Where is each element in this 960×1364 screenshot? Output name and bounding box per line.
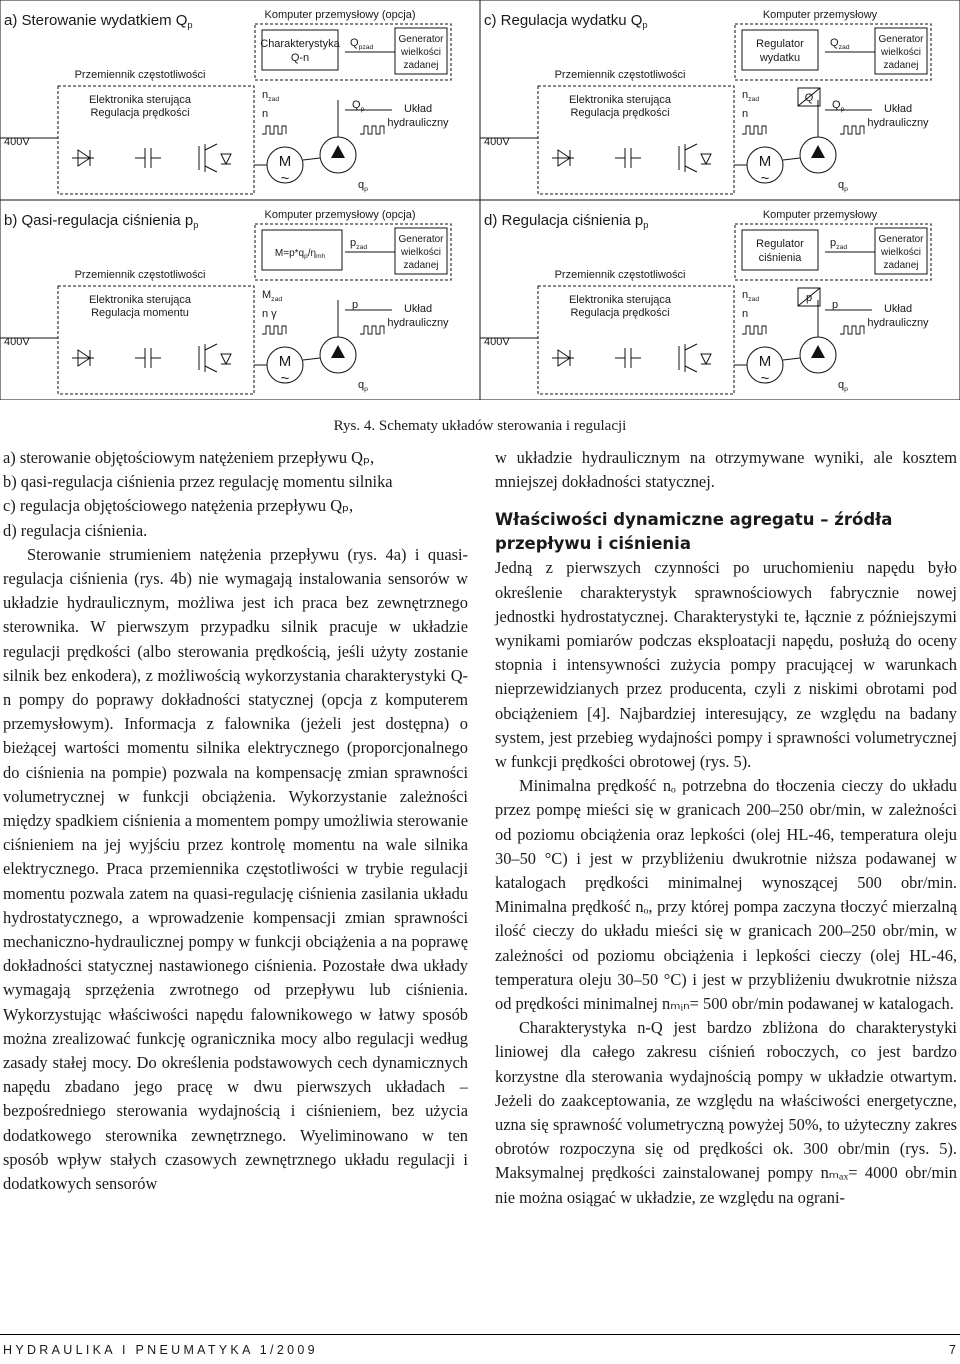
panel-b-title: b) Qasi-regulacja ciśnienia $p_p$ xyxy=(4,212,199,230)
controller-line2: wydatku xyxy=(759,52,801,64)
page-number: 7 xyxy=(949,1343,956,1357)
controller-line2: Q-n xyxy=(290,52,310,64)
pump-triangle xyxy=(811,145,825,158)
diode-symbol xyxy=(552,350,574,366)
generator-line3: zadanej xyxy=(883,260,919,271)
pump-triangle xyxy=(331,345,345,358)
shaft xyxy=(303,158,320,160)
panel-a-frame xyxy=(0,0,480,200)
figure-control-schemes xyxy=(0,0,960,400)
panel-a xyxy=(0,0,480,200)
controller-line2: ciśnienia xyxy=(758,252,802,264)
panel-c-hydraulic-line1: Układ xyxy=(883,103,913,115)
signal-flow-rate: $q_p$ xyxy=(838,179,848,193)
panel-b-electronics-line1: Elektronika sterująca xyxy=(88,294,192,306)
paragraph-continuation: w układzie hydraulicznym na otrzymywane wyniki, ale kosztem mniejszej dokładności statycznej. xyxy=(495,448,957,492)
capacitor-symbol xyxy=(135,148,161,168)
generator-line2: wielkości xyxy=(400,247,442,258)
panel-a-electronics-line1: Elektronika sterująca xyxy=(88,94,192,106)
generator-line1: Generator xyxy=(398,234,444,245)
igbt-emitter xyxy=(205,366,217,372)
panel-c xyxy=(480,0,960,200)
controller-line1: Regulator xyxy=(756,38,804,50)
panel-b-supply-label: 400V xyxy=(4,336,30,348)
right-column xyxy=(495,446,957,1210)
generator-line1: Generator xyxy=(398,34,444,45)
signal-output: $Q_p$ xyxy=(352,99,365,113)
panel-d xyxy=(480,200,960,400)
controller-line1: Charakterystyka xyxy=(260,38,340,50)
generator-line2: wielkości xyxy=(880,247,922,258)
panel-b-electronics-line2: Regulacja momentu xyxy=(91,307,189,319)
controller-box xyxy=(742,230,818,270)
panel-a-electronics-line2: Regulacja prędkości xyxy=(90,107,190,119)
motor-tilde: ~ xyxy=(280,370,290,387)
transistor-symbol xyxy=(199,144,231,172)
capacitor-symbol xyxy=(615,348,641,368)
encoder-pulse-symbol xyxy=(262,326,286,334)
diode-symbol xyxy=(72,350,94,366)
panel-c-inverter-label: Przemiennik częstotliwości xyxy=(554,69,686,81)
panel-c-computer-label: Komputer przemysłowy xyxy=(762,9,878,21)
setpoint-signal-label: $Q_{zad}$ xyxy=(830,37,850,51)
panel-b-hydraulic-line1: Układ xyxy=(403,303,433,315)
igbt-collector xyxy=(685,344,697,350)
generator-line1: Generator xyxy=(878,34,924,45)
diode-symbol xyxy=(72,150,94,166)
motor-tilde: ~ xyxy=(760,170,770,187)
panel-c-electronics-line2: Regulacja prędkości xyxy=(570,107,670,119)
controller-line1: Regulator xyxy=(756,238,804,250)
igbt-collector xyxy=(205,344,217,350)
generator-line1: Generator xyxy=(878,234,924,245)
encoder-pulse-symbol xyxy=(262,126,286,134)
capacitor-symbol xyxy=(135,348,161,368)
transistor-symbol xyxy=(199,344,231,372)
list-item-c: c) regulacja objętościowego natężenia przepływu Qₚ, xyxy=(3,496,354,516)
panel-b-inverter-label: Przemiennik częstotliwości xyxy=(74,269,206,281)
panel-d-title: d) Regulacja ciśnienia $p_p$ xyxy=(484,212,649,230)
panel-c-supply-label: 400V xyxy=(484,136,510,148)
transistor-symbol xyxy=(679,144,711,172)
panel-a-computer-label: Komputer przemysłowy (opcja) xyxy=(264,9,416,21)
motor-label: M xyxy=(278,353,292,370)
panel-b-frame xyxy=(0,200,480,400)
panel-d-frame xyxy=(480,200,960,400)
flow-pulse-symbol xyxy=(360,326,384,334)
generator-line2: wielkości xyxy=(400,47,442,58)
panel-d-hydraulic-line2: hydrauliczny xyxy=(867,317,929,329)
diode-symbol xyxy=(552,150,574,166)
igbt-emitter xyxy=(685,166,697,172)
panel-c-frame xyxy=(480,0,960,200)
setpoint-signal-label: $p_{zad}$ xyxy=(350,237,368,251)
panel-a-supply-label: 400V xyxy=(4,136,30,148)
panel-d-hydraulic-line1: Układ xyxy=(883,303,913,315)
motor-tilde: ~ xyxy=(760,370,770,387)
motor-label: M xyxy=(278,153,292,170)
panel-a-hydraulic-line2: hydrauliczny xyxy=(387,117,449,129)
igbt-emitter xyxy=(685,366,697,372)
signal-output: $Q_p$ xyxy=(832,99,845,113)
generator-line3: zadanej xyxy=(403,260,439,271)
signal-flow-rate: $q_p$ xyxy=(838,379,848,393)
journal-name: HYDRAULIKA I PNEUMATYKA 1/2009 xyxy=(3,1343,318,1357)
page-footer xyxy=(0,1334,960,1363)
signal-setpoint: $n_{zad}$ xyxy=(742,89,760,103)
controller-formula: $M=p*q_p/\eta_{mh}$ xyxy=(274,248,326,260)
panel-d-inverter-label: Przemiennik częstotliwości xyxy=(554,269,686,281)
motor-label: M xyxy=(758,353,772,370)
freewheel-diode xyxy=(701,354,711,364)
generator-line2: wielkości xyxy=(880,47,922,58)
paragraph-minimalna-predkosc: Minimalna prędkość nₒ potrzebna do tłoczenia cieczy do układu przez pompę mieści się w granicach 200–250 obr/min, w zależności od poziomu obciążenia oraz lepkości (olej HL-46, temperatura oleju 30–50 °C) i jest w przybliżeniu dwukrotnie niższa podawanej w katalogach prędkości minimalnej wynoszącej 500 obr/min. Minimalna prędkość nₒ, przy której pompa zaczyna tłoczyć mierzalną ilość cieczy do układu mieści się w granicach 200–250 obr/min, w zależności od poziomu obciążenia i lepkości cieczy (olej HL-46, temperatura oleju 30–50 °C) i jest w przybliżeniu dwukrotnie niższa od prędkości minimalnej nₘᵢₙ= 500 obr/min podawanej w katalogach. xyxy=(495,776,957,1014)
list-item-d: d) regulacja ciśnienia. xyxy=(3,520,148,540)
setpoint-signal-label: $p_{zad}$ xyxy=(830,237,848,251)
paragraph-charakterystyki: Jedną z pierwszych czynności po uruchomieniu napędu było określenie charakterystyk sprawnościowych fabrycznie nowej jednostki hydrostatycznej. Charakterystyki te, łącznie z późniejszymi wynikami pomiarów podczas eksploatacji napędu, posłużą do oceny stopnia i intensywności zużycia pompy pracującej w warunkach nieprzewidzianych przez producenta, czyli z niskimi obrotami pod obciążeniem [4]. Najbardziej interesujący, ze względu na badany system, jest przebieg wydajności pompy i sprawności volumetrycznej w funkcji prędkości obrotowej (rys. 5). xyxy=(495,558,957,772)
panel-d-supply-label: 400V xyxy=(484,336,510,348)
panel-c-hydraulic-line2: hydrauliczny xyxy=(867,117,929,129)
signal-flow-rate: $q_p$ xyxy=(358,379,368,393)
control-schemes-diagram xyxy=(0,0,960,400)
panel-d-electronics-line2: Regulacja prędkości xyxy=(570,307,670,319)
panel-d-electronics-line1: Elektronika sterująca xyxy=(568,294,672,306)
pump-triangle xyxy=(811,345,825,358)
figure-caption: Rys. 4. Schematy układów sterowania i regulacji xyxy=(333,418,627,434)
igbt-emitter xyxy=(205,166,217,172)
freewheel-diode xyxy=(701,154,711,164)
signal-feedback: n γ xyxy=(262,308,277,320)
signal-feedback: n xyxy=(742,108,749,120)
signal-output: p xyxy=(352,299,359,311)
pump-triangle xyxy=(331,145,345,158)
motor-label: M xyxy=(758,153,772,170)
section-heading: Właściwości dynamiczne agregatu – źródła przepływu i ciśnienia xyxy=(495,510,893,554)
controller-box xyxy=(262,30,338,70)
flow-pulse-symbol xyxy=(840,326,864,334)
signal-feedback: n xyxy=(262,108,269,120)
setpoint-signal-label: $Q_{pzad}$ xyxy=(350,37,374,51)
paragraph-charakterystyka-n-q: Charakterystyka n-Q jest bardzo zbliżona do charakterystyki liniowej dla całego zakresu ciśnień roboczych, co jest bardzo korzystne dla sterowania wydajnością pompy w układzie otwartym. Jeżeli do zaakceptowania, ze względu na właściwości energetyczne, uzna się sprawność volumetryczną powyżej 50%, to użyteczny zakres obrotów rozpoczyna się od prędkości ok. 300 obr/min (rys. 5). Maksymalnej prędkości zainstalowanej pompy nₘₐₓ= 4000 obr/min nie można osiągać w układzie, ze względu na ograni- xyxy=(495,1018,957,1207)
encoder-pulse-symbol xyxy=(742,126,766,134)
encoder-pulse-symbol xyxy=(742,326,766,334)
freewheel-diode xyxy=(221,354,231,364)
freewheel-diode xyxy=(221,154,231,164)
list-item-a: a) sterowanie objętościowym natężeniem przepływu Qₚ, xyxy=(3,448,375,467)
flow-pulse-symbol xyxy=(840,126,864,134)
panel-a-inverter-label: Przemiennik częstotliwości xyxy=(74,69,206,81)
igbt-collector xyxy=(205,144,217,150)
sensor-label: p xyxy=(805,292,813,304)
generator-line3: zadanej xyxy=(403,60,439,71)
sensor-label: Q xyxy=(804,92,814,104)
panel-b-computer-label: Komputer przemysłowy (opcja) xyxy=(264,209,416,221)
signal-flow-rate: $q_p$ xyxy=(358,179,368,193)
panel-a-title: a) Sterowanie wydatkiem $Q_p$ xyxy=(4,12,193,30)
signal-output: p xyxy=(832,299,839,311)
signal-setpoint: $n_{zad}$ xyxy=(262,89,280,103)
list-item-b: b) qasi-regulacja ciśnienia przez regulację momentu silnika xyxy=(3,472,393,492)
panel-a-hydraulic-line1: Układ xyxy=(403,103,433,115)
motor-tilde: ~ xyxy=(280,170,290,187)
left-column xyxy=(3,446,468,1196)
panel-c-electronics-line1: Elektronika sterująca xyxy=(568,94,672,106)
shaft xyxy=(783,358,800,360)
igbt-collector xyxy=(685,144,697,150)
panel-c-title: c) Regulacja wydatku $Q_p$ xyxy=(484,12,648,30)
panel-b xyxy=(0,200,480,400)
shaft xyxy=(783,158,800,160)
signal-setpoint: $M_{zad}$ xyxy=(262,289,283,303)
controller-box xyxy=(742,30,818,70)
paragraph-sterowanie: Sterowanie strumieniem natężenia przepływu (rys. 4a) i quasi-regulacja ciśnienia (rys. 4b) nie wymagają instalowania sensorów w układzie hydraulicznym, możliwa jest ich praca bez zewnętrznego sterownika. W pierwszym przypadku silnik pracuje w układzie regulacji prędkości (albo sterowania prędkością, jeśli użyty zostanie silnik bez enkodera), z możliwością wykorzystania charakterystyki Q-n pompy do poprawy dokładności statycznej (opcja z komputerem przemysłowym). Informacja z falownika (jeżeli jest dostępna) o bieżącej wartości momentu silnika elektrycznego (proporcjonalnego do ciśnienia na pompie) pozwala na kompensację zmian sprawności volumetrycznej w funkcji obciążenia. Wykorzystanie zależności między spadkiem ciśnienia a momentem pompy umożliwia sterowanie ciśnieniem na jej wyjściu przez kontrolę momentu na wale silnika elektrycznego. Praca przemiennika częstotliwości w trybie regulacji momentu pozwala zatem na quasi-regulację ciśnienia zasilania układu hydrostatycznego, a wprowadzenie kompensacji zmian sprawności mechaniczno-hydraulicznej pompy w funkcji obciążenia a na poprawę dokładności statycznej nastawionego ciśnienia. Pozostałe dwa układy wymagają sprzężenia zwrotnego od przepływu lub ciśnienia. Wykorzystując właściwości napędu falownikowego w łatwy sposób można zrealizować funkcję ogranicznika mocy albo regulacji według zasady stałej mocy. Do określenia podstawowych cech dynamicznych napędu zbadano jego pracę w dwu pierwszych układach – bezpośredniego sterowania wydajnością i ciśnieniem, bez użycia dodatkowego sterownika zewnętrznego. Wyeliminowano w ten sposób wpływ stałych czasowych zewnętrznego układu regulacji i dodatkowych sensorów xyxy=(3,544,468,1194)
signal-setpoint: $n_{zad}$ xyxy=(742,289,760,303)
shaft xyxy=(303,358,320,360)
signal-feedback: n xyxy=(742,308,749,320)
panel-d-computer-label: Komputer przemysłowy xyxy=(762,209,878,221)
transistor-symbol xyxy=(679,344,711,372)
capacitor-symbol xyxy=(615,148,641,168)
generator-line3: zadanej xyxy=(883,60,919,71)
flow-pulse-symbol xyxy=(360,126,384,134)
panel-b-hydraulic-line2: hydrauliczny xyxy=(387,317,449,329)
